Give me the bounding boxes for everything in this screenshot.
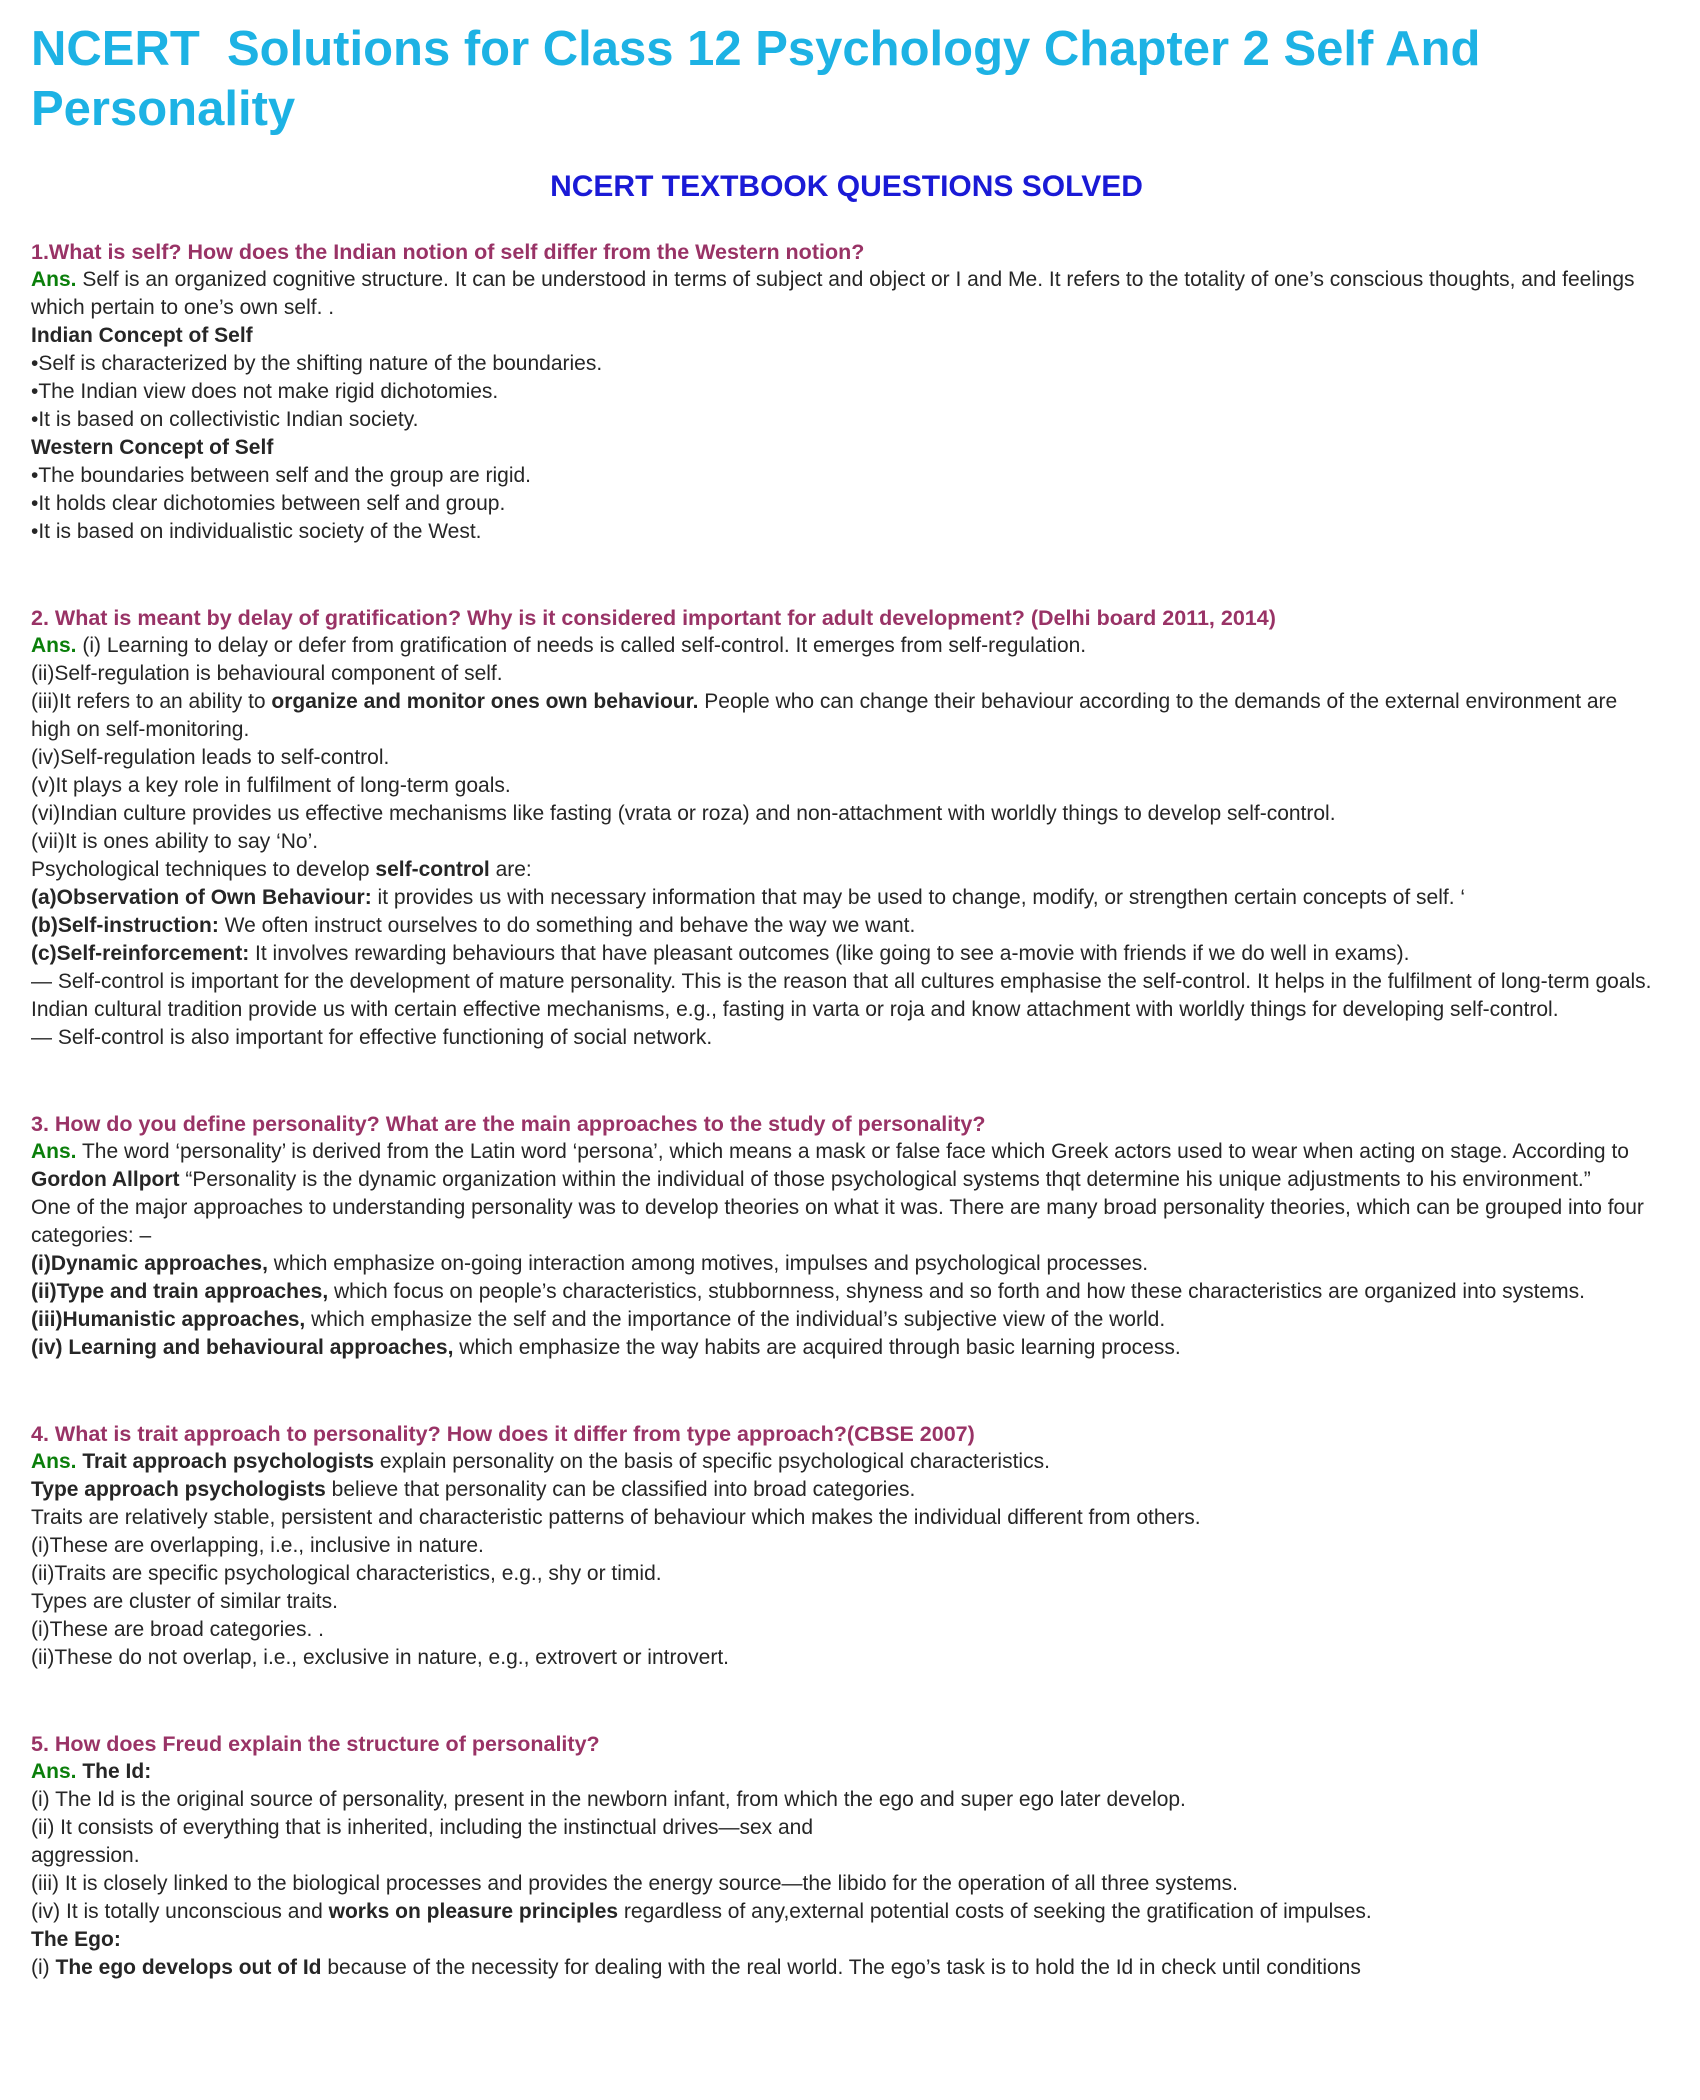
text-run: The Ego: — [31, 1927, 121, 1951]
text-run: — Self-control is important for the development of mature personality. This is the reason that all cultures emphasise the self-control. It helps in the fulfilment of long-term goals. Indian cultural tradition provide us with certain effective mechanisms, e.g., fasting in varta or roja and know attachment with worldly things for developing self-control. — [31, 969, 1652, 1021]
text-run: Psychological techniques to develop — [31, 857, 376, 881]
paragraph — [31, 660, 1662, 688]
section-spacer — [31, 1052, 1662, 1110]
text-run: (i) Learning to delay or defer from gratification of needs is called self-control. It emerges from self-regulation. — [76, 633, 1087, 657]
text-run: •The boundaries between self and the group are rigid. — [31, 463, 532, 487]
text-run: (iii) It is closely linked to the biological processes and provides the energy source—the libido for the operation of all three systems. — [31, 1871, 1238, 1895]
text-run: 3. How do you define personality? What are the main approaches to the study of personality? — [31, 1111, 986, 1136]
text-run: The ego develops out of Id — [55, 1955, 322, 1979]
paragraph — [31, 1194, 1662, 1250]
text-run: 4. What is trait approach to personality? How does it differ from type approach?(CBSE 2007) — [31, 1421, 975, 1446]
question-heading — [31, 1420, 1662, 1448]
paragraph — [31, 1560, 1662, 1588]
question-heading — [31, 1110, 1662, 1138]
paragraph — [31, 632, 1662, 660]
paragraph — [31, 1024, 1662, 1052]
text-run: •It holds clear dichotomies between self and group. — [31, 491, 506, 515]
text-run: organize and monitor ones own behaviour. — [271, 689, 699, 713]
question-heading — [31, 238, 1662, 266]
paragraph — [31, 1334, 1662, 1362]
paragraph — [31, 490, 1662, 518]
paragraph — [31, 856, 1662, 884]
text-run: explain personality on the basis of specific psychological characteristics. — [374, 1449, 1050, 1473]
paragraph — [31, 1954, 1662, 1982]
paragraph — [31, 266, 1662, 322]
answer-label: Ans. — [31, 1449, 77, 1473]
text-run: •It is based on individualistic society of the West. — [31, 519, 482, 543]
section-spacer — [31, 546, 1662, 604]
paragraph — [31, 940, 1662, 968]
text-run: The Id: — [82, 1759, 152, 1783]
text-run: (iv) It is totally unconscious and — [31, 1899, 329, 1923]
text-run: self-control — [375, 857, 490, 881]
paragraph — [31, 434, 1662, 462]
text-run: Indian Concept of Self — [31, 323, 253, 347]
paragraph — [31, 1870, 1662, 1898]
paragraph — [31, 350, 1662, 378]
paragraph — [31, 1758, 1662, 1786]
text-run: which emphasize the way habits are acquired through basic learning process. — [453, 1335, 1181, 1359]
text-run: It involves rewarding behaviours that have pleasant outcomes (like going to see a-movie with friends if we do well in exams). — [249, 941, 1410, 965]
paragraph — [31, 884, 1662, 912]
text-run: •It is based on collectivistic Indian society. — [31, 407, 419, 431]
text-run: are: — [489, 857, 532, 881]
text-run: (ii) It consists of everything that is inherited, including the instinctual drives—sex and — [31, 1815, 814, 1839]
paragraph — [31, 1448, 1662, 1476]
text-run: Trait approach psychologists — [82, 1449, 375, 1473]
section-heading: NCERT TEXTBOOK QUESTIONS SOLVED — [550, 169, 1143, 203]
text-run: (iii)It refers to an ability to — [31, 689, 272, 713]
text-run: — Self-control is also important for effective functioning of social network. — [31, 1025, 713, 1049]
text-run: (vi)Indian culture provides us effective mechanisms like fasting (vrata or roza) and non-attachment with worldly things to develop self-control. — [31, 801, 1336, 825]
text-run: People who can change their behaviour according to the demands of the external environment are high on self-monitoring. — [31, 689, 1618, 741]
text-run: Traits are relatively stable, persistent and characteristic patterns of behaviour which makes the individual different from others. — [31, 1505, 1201, 1529]
paragraph — [31, 322, 1662, 350]
text-run: Gordon Allport — [31, 1167, 180, 1191]
text-run: (i) The Id is the original source of personality, present in the newborn infant, from which the ego and super ego later develop. — [31, 1787, 1186, 1811]
text-run: One of the major approaches to understanding personality was to develop theories on what it was. There are many broad personality theories, which can be grouped into four categories: – — [31, 1195, 1644, 1247]
paragraph — [31, 912, 1662, 940]
text-run: (ii)Traits are specific psychological characteristics, e.g., shy or timid. — [31, 1561, 662, 1585]
text-run: (i)Dynamic approaches, — [31, 1251, 268, 1275]
text-run: Self is an organized cognitive structure. It can be understood in terms of subject and object or I and Me. It refers to the totality of one’s conscious thoughts, and feelings which pertain to one’s own self. . — [31, 267, 1635, 319]
text-run: (b)Self-instruction: — [31, 913, 219, 937]
text-run: (i) — [31, 1955, 56, 1979]
paragraph — [31, 800, 1662, 828]
paragraph — [31, 688, 1662, 744]
answer-label: Ans. — [31, 1139, 77, 1163]
paragraph — [31, 1138, 1662, 1194]
paragraph — [31, 406, 1662, 434]
question-heading — [31, 604, 1662, 632]
answer-label: Ans. — [31, 1759, 77, 1783]
paragraph — [31, 1616, 1662, 1644]
text-run: (ii)Self-regulation is behavioural component of self. — [31, 661, 503, 685]
paragraph — [31, 1306, 1662, 1334]
text-run: which focus on people’s characteristics, stubbornness, shyness and so forth and how these characteristics are organized into systems. — [328, 1279, 1585, 1303]
text-run: works on pleasure principles — [328, 1899, 619, 1923]
paragraph — [31, 1926, 1662, 1954]
paragraph — [31, 1250, 1662, 1278]
paragraph — [31, 1842, 1662, 1870]
text-run: because of the necessity for dealing with the real world. The ego’s task is to hold the Id in check until conditions — [321, 1955, 1361, 1979]
text-run: Type approach psychologists — [31, 1477, 326, 1501]
text-run: (iii)Humanistic approaches, — [31, 1307, 306, 1331]
paragraph — [31, 1814, 1662, 1842]
section-spacer — [31, 1362, 1662, 1420]
text-run: (i)These are broad categories. . — [31, 1617, 324, 1641]
paragraph — [31, 462, 1662, 490]
question-heading — [31, 1730, 1662, 1758]
text-run: (ii)Type and train approaches, — [31, 1279, 329, 1303]
paragraph — [31, 1786, 1662, 1814]
paragraph — [31, 1898, 1662, 1926]
paragraph — [31, 378, 1662, 406]
text-run: (a)Observation of Own Behaviour: — [31, 885, 372, 909]
text-run: •Self is characterized by the shifting nature of the boundaries. — [31, 351, 603, 375]
text-run: it provides us with necessary information that may be used to change, modify, or strengthen certain concepts of self. ‘ — [371, 885, 1466, 909]
paragraph — [31, 1532, 1662, 1560]
text-run: We often instruct ourselves to do something and behave the way we want. — [218, 913, 916, 937]
document-body — [31, 238, 1662, 1982]
text-run: (ii)These do not overlap, i.e., exclusive in nature, e.g., extrovert or introvert. — [31, 1645, 729, 1669]
paragraph — [31, 1504, 1662, 1532]
text-run: (iv)Self-regulation leads to self-control. — [31, 745, 390, 769]
text-run: which emphasize the self and the importance of the individual’s subjective view of the world. — [305, 1307, 1166, 1331]
text-run: (i)These are overlapping, i.e., inclusive in nature. — [31, 1533, 484, 1557]
paragraph — [31, 518, 1662, 546]
text-run: “Personality is the dynamic organization within the individual of those psychological systems thqt determine his unique adjustments to his environment.” — [179, 1167, 1591, 1191]
paragraph — [31, 1588, 1662, 1616]
text-run: (c)Self-reinforcement: — [31, 941, 250, 965]
paragraph — [31, 968, 1662, 1024]
answer-label: Ans. — [31, 267, 77, 291]
text-run: which emphasize on-going interaction among motives, impulses and psychological processes. — [267, 1251, 1149, 1275]
text-run: regardless of any,external potential costs of seeking the gratification of impulses. — [618, 1899, 1372, 1923]
text-run: The word ‘personality’ is derived from the Latin word ‘persona’, which means a mask or false face which Greek actors used to wear when acting on stage. According to — [76, 1139, 1629, 1163]
text-run: (iv) Learning and behavioural approaches, — [31, 1335, 454, 1359]
text-run: Western Concept of Self — [31, 435, 274, 459]
text-run: (v)It plays a key role in fulfilment of long-term goals. — [31, 773, 511, 797]
text-run: believe that personality can be classified into broad categories. — [325, 1477, 916, 1501]
paragraph — [31, 744, 1662, 772]
section-spacer — [31, 1672, 1662, 1730]
text-run: (vii)It is ones ability to say ‘No’. — [31, 829, 319, 853]
text-run: Types are cluster of similar traits. — [31, 1589, 338, 1613]
text-run: •The Indian view does not make rigid dichotomies. — [31, 379, 499, 403]
page-title: NCERT Solutions for Class 12 Psychology Chapter 2 Self And Personality — [31, 22, 1495, 136]
text-run: 5. How does Freud explain the structure of personality? — [31, 1731, 600, 1756]
paragraph — [31, 1644, 1662, 1672]
paragraph — [31, 1476, 1662, 1504]
text-run: aggression. — [31, 1843, 140, 1867]
paragraph — [31, 1278, 1662, 1306]
answer-label: Ans. — [31, 633, 77, 657]
text-run: 2. What is meant by delay of gratification? Why is it considered important for adult development? (Delhi board 2011, 2014) — [31, 605, 1276, 630]
text-run: 1.What is self? How does the Indian notion of self differ from the Western notion? — [31, 239, 865, 264]
paragraph — [31, 828, 1662, 856]
paragraph — [31, 772, 1662, 800]
